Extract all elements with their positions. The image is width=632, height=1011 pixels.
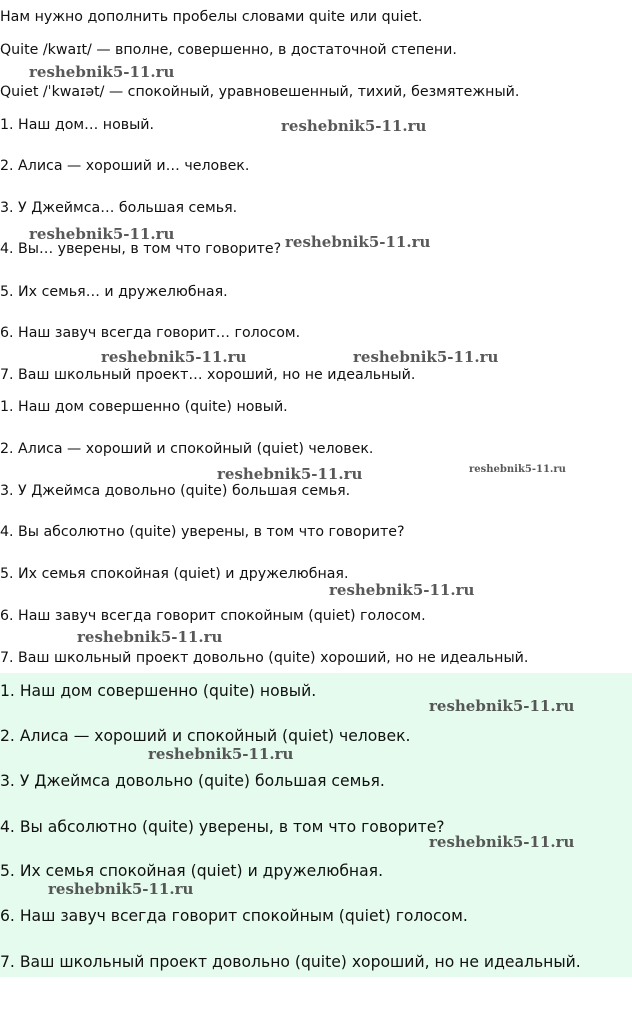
watermark-text: reshebnik5-11.ru [101, 348, 247, 366]
answer-item: 2. Алиса — хороший и спокойный (quiet) человек. [0, 441, 374, 457]
watermark-text: reshebnik5-11.ru [77, 628, 223, 646]
highlighted-answer-item: 4. Вы абсолютно (quite) уверены, в том что говорите? [0, 818, 445, 836]
watermark-text: reshebnik5-11.ru [29, 225, 175, 243]
exercise-item: 5. Их семья… и дружелюбная. [0, 284, 228, 300]
definition-quite: Quite /kwaɪt/ — вполне, совершенно, в достаточной степени. [0, 42, 457, 58]
exercise-item: 3. У Джеймса… большая семья. [0, 200, 238, 216]
exercise-item: 1. Наш дом… новый. [0, 117, 155, 133]
answer-item: 6. Наш завуч всегда говорит спокойным (quiet) голосом. [0, 608, 426, 624]
intro-text: Нам нужно дополнить пробелы словами quite или quiet. [0, 9, 423, 25]
answer-item: 3. У Джеймса довольно (quite) большая семья. [0, 483, 351, 499]
watermark-text: reshebnik5-11.ru [29, 63, 175, 81]
highlighted-answer-item: 2. Алиса — хороший и спокойный (quiet) человек. [0, 727, 411, 745]
highlighted-answer-item: 3. У Джеймса довольно (quite) большая семья. [0, 772, 385, 790]
exercise-item: 7. Ваш школьный проект… хороший, но не идеальный. [0, 367, 416, 383]
watermark-text: reshebnik5-11.ru [353, 348, 499, 366]
watermark-text: reshebnik5-11.ru [469, 464, 566, 475]
definition-quiet: Quiet /ˈkwaɪət/ — спокойный, уравновешенный, тихий, безмятежный. [0, 84, 520, 100]
highlighted-answer-item: 5. Их семья спокойная (quiet) и дружелюбная. [0, 862, 384, 880]
watermark-text: reshebnik5-11.ru [48, 880, 194, 898]
watermark-text: reshebnik5-11.ru [285, 233, 431, 251]
watermark-text: reshebnik5-11.ru [217, 465, 363, 483]
answer-item: 4. Вы абсолютно (quite) уверены, в том что говорите? [0, 524, 405, 540]
watermark-text: reshebnik5-11.ru [148, 745, 294, 763]
watermark-text: reshebnik5-11.ru [329, 581, 475, 599]
highlighted-answer-item: 1. Наш дом совершенно (quite) новый. [0, 682, 317, 700]
watermark-text: reshebnik5-11.ru [281, 117, 427, 135]
answer-item: 7. Ваш школьный проект довольно (quite) хороший, но не идеальный. [0, 650, 529, 666]
exercise-item: 6. Наш завуч всегда говорит… голосом. [0, 325, 301, 341]
watermark-text: reshebnik5-11.ru [429, 833, 575, 851]
highlighted-answer-item: 7. Ваш школьный проект довольно (quite) хороший, но не идеальный. [0, 953, 581, 971]
exercise-item: 2. Алиса — хороший и… человек. [0, 158, 250, 174]
exercise-item: 4. Вы… уверены, в том что говорите? [0, 241, 282, 257]
highlighted-answer-box [0, 673, 632, 977]
answer-item: 5. Их семья спокойная (quiet) и дружелюбная. [0, 566, 349, 582]
highlighted-answer-item: 6. Наш завуч всегда говорит спокойным (quiet) голосом. [0, 907, 468, 925]
watermark-text: reshebnik5-11.ru [429, 697, 575, 715]
answer-item: 1. Наш дом совершенно (quite) новый. [0, 399, 288, 415]
